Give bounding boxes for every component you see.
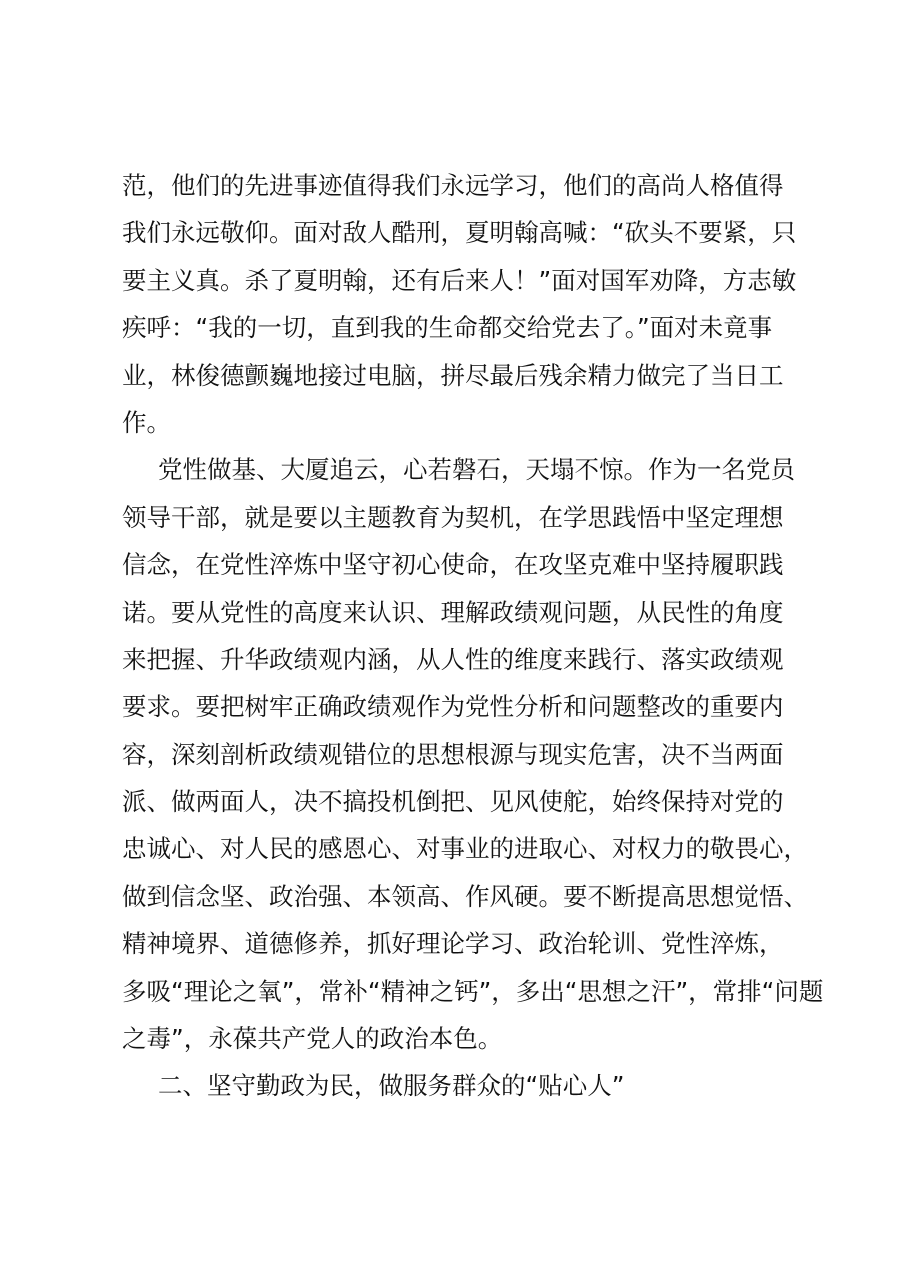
- text-line: 范，他们的先进事迹值得我们永远学习，他们的高尚人格值得: [122, 171, 784, 200]
- text-line: 党性做基、大厦追云，心若磐石，天塌不惊。作为一名党员: [158, 455, 795, 485]
- text-line: 精神境界、道德修养，抓好理论学习、政治轮训、党性淬炼，: [122, 929, 784, 959]
- text-line: 之毒”，永葆共产党人的政治本色。: [122, 1024, 503, 1054]
- section-heading: 二、坚守勤政为民，做服务群众的“贴心人”: [158, 1071, 625, 1101]
- text-line: 要主义真。杀了夏明翰，还有后来人！”面对国军劝降，方志敏: [122, 265, 797, 295]
- text-line: 容，深刻剖析政绩观错位的思想根源与现实危害，决不当两面: [122, 739, 784, 769]
- text-line: 多吸“理论之氧”，常补“精神之钙”，多出“思想之汗”，常排“问题: [122, 976, 824, 1006]
- text-line: 作。: [122, 407, 171, 437]
- paragraph-martyrs: [122, 162, 822, 446]
- text-line: 信念，在党性淬炼中坚守初心使命，在攻坚克难中坚持履职践: [122, 550, 784, 580]
- text-line: 派、做两面人，决不搞投机倒把、见风使舵，始终保持对党的: [122, 787, 784, 817]
- text-line: 诺。要从党性的高度来认识、理解政绩观问题，从民性的角度: [122, 597, 784, 627]
- text-line: 领导干部，就是要以主题教育为契机，在学思践悟中坚定理想: [122, 502, 784, 532]
- text-line: 疾呼：“我的一切，直到我的生命都交给党去了。”面对未竟事: [122, 313, 773, 343]
- paragraph-party-spirit: [122, 446, 822, 1062]
- text-line: 来把握、升华政绩观内涵，从人性的维度来践行、落实政绩观: [122, 644, 784, 674]
- text-line: 业，林俊德颤巍地接过电脑，拼尽最后残余精力做完了当日工: [122, 360, 784, 390]
- text-line: 做到信念坚、政治强、本领高、作风硬。要不断提高思想觉悟、: [122, 881, 808, 911]
- text-line: 我们永远敬仰。面对敌人酷刑，夏明翰高喊：“砍头不要紧，只: [122, 218, 797, 248]
- text-line: 忠诚心、对人民的感恩心、对事业的进取心、对权力的敬畏心，: [122, 834, 808, 864]
- document-body: [122, 162, 822, 1110]
- text-line: 要求。要把树牢正确政绩观作为党性分析和问题整改的重要内: [122, 692, 784, 722]
